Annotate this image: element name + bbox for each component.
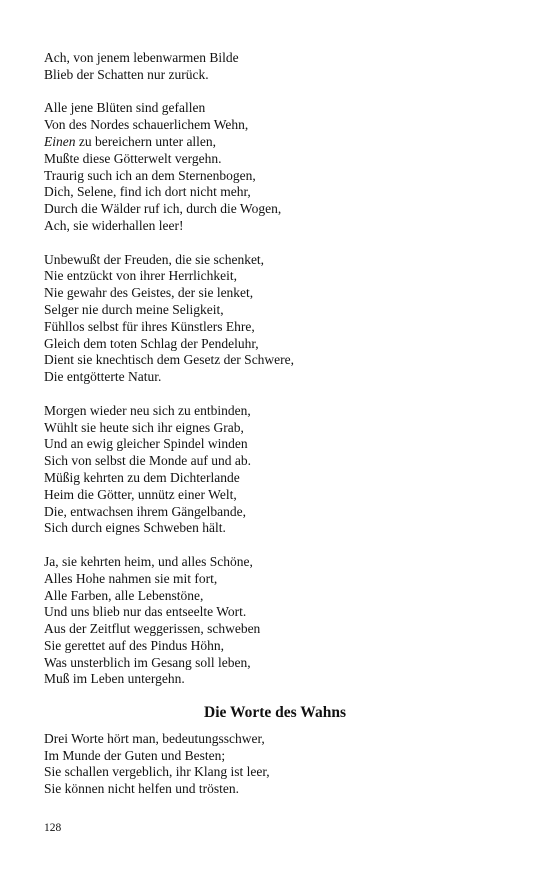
line-text: Dich, Selene, find ich dort nicht mehr,	[44, 184, 251, 200]
final-stanza	[44, 731, 514, 798]
line-text: Morgen wieder neu sich zu entbinden,	[44, 402, 251, 418]
poem-line	[44, 302, 514, 319]
poem-line	[44, 100, 514, 117]
poem-line	[44, 487, 514, 504]
line-text: Muß im Leben untergehn.	[44, 671, 185, 687]
line-text: Selger nie durch meine Seligkeit,	[44, 301, 224, 317]
poem-line	[44, 336, 514, 353]
poem-line	[44, 588, 514, 605]
poem-line	[44, 352, 514, 369]
poem-line	[44, 67, 514, 84]
poem-line	[44, 504, 514, 521]
line-text: Die, entwachsen ihrem Gängelbande,	[44, 503, 247, 519]
line-text: Ach, sie widerhallen leer!	[44, 217, 184, 233]
line-text: Drei Worte hört man, bedeutungsschwer,	[44, 730, 265, 746]
line-text: Sie schallen vergeblich, ihr Klang ist leer,	[44, 764, 270, 780]
poem-line	[44, 201, 514, 218]
poem-line	[44, 420, 514, 437]
line-text: Sie gerettet auf des Pindus Höhn,	[44, 637, 224, 653]
poem-line	[44, 638, 514, 655]
poem-line	[44, 252, 514, 269]
poem-line	[44, 184, 514, 201]
line-text: zu bereichern unter allen,	[75, 133, 217, 149]
poem-line	[44, 554, 514, 571]
line-text: Dient sie knechtisch dem Gesetz der Schwere,	[44, 352, 295, 368]
poem-line	[44, 168, 514, 185]
poem-line	[44, 748, 514, 765]
line-text: Gleich dem toten Schlag der Pendeluhr,	[44, 335, 259, 351]
line-text: Die entgötterte Natur.	[44, 369, 162, 385]
poem-line	[44, 218, 514, 235]
line-text: Heim die Götter, unnütz einer Welt,	[44, 486, 237, 502]
stanza	[44, 100, 514, 234]
line-text: Fühllos selbst für ihres Künstlers Ehre,	[44, 318, 255, 334]
line-text: Alle Farben, alle Lebenstöne,	[44, 587, 204, 603]
poem-line	[44, 403, 514, 420]
poem-line	[44, 50, 514, 67]
poem-line	[44, 134, 514, 151]
poem-line	[44, 117, 514, 134]
line-text: Nie entzückt von ihrer Herrlichkeit,	[44, 268, 238, 284]
poem-line	[44, 285, 514, 302]
line-text: Von des Nordes schauerlichem Wehn,	[44, 117, 249, 133]
stanza	[44, 252, 514, 386]
stanza	[44, 554, 514, 688]
line-text: Alles Hohe nahmen sie mit fort,	[44, 570, 218, 586]
page-number: 128	[44, 822, 62, 834]
poem-line	[44, 436, 514, 453]
poem-line	[44, 369, 514, 386]
poem-line	[44, 571, 514, 588]
line-text: Traurig such ich an dem Sternenbogen,	[44, 167, 256, 183]
line-text: Nie gewahr des Geistes, der sie lenket,	[44, 285, 254, 301]
stanza	[44, 50, 514, 84]
line-text: Unbewußt der Freuden, die sie schenket,	[44, 251, 265, 267]
line-text: Und uns blieb nur das entseelte Wort.	[44, 604, 247, 620]
line-text: Blieb der Schatten nur zurück.	[44, 66, 209, 82]
line-text: Sich durch eignes Schweben hält.	[44, 520, 226, 536]
line-text: Was unsterblich im Gesang soll leben,	[44, 654, 251, 670]
line-text: Aus der Zeitflut weggerissen, schweben	[44, 621, 261, 637]
poem-line	[44, 731, 514, 748]
poem-line	[44, 764, 514, 781]
stanza	[44, 403, 514, 537]
page-body	[44, 50, 514, 798]
poem-line	[44, 621, 514, 638]
poem-stanzas	[44, 50, 514, 688]
poem-line	[44, 520, 514, 537]
poem-line	[44, 453, 514, 470]
poem-line	[44, 655, 514, 672]
line-text: Und an ewig gleicher Spindel winden	[44, 436, 248, 452]
line-text: Sich von selbst die Monde auf und ab.	[44, 453, 251, 469]
poem-line	[44, 268, 514, 285]
emphasized-word: Einen	[44, 133, 76, 149]
line-text: Wühlt sie heute sich ihr eignes Grab,	[44, 419, 244, 435]
line-text: Sie können nicht helfen und trösten.	[44, 781, 239, 797]
poem-line	[44, 151, 514, 168]
line-text: Ja, sie kehrten heim, und alles Schöne,	[44, 553, 253, 569]
poem-line	[44, 470, 514, 487]
poem-line	[44, 671, 514, 688]
stanza	[44, 731, 514, 798]
line-text: Im Munde der Guten und Besten;	[44, 747, 226, 763]
line-text: Mußte diese Götterwelt vergehn.	[44, 150, 222, 166]
poem-line	[44, 319, 514, 336]
line-text: Durch die Wälder ruf ich, durch die Wogen,	[44, 201, 282, 217]
poem-line	[44, 781, 514, 798]
poem-line	[44, 604, 514, 621]
line-text: Müßig kehrten zu dem Dichterlande	[44, 469, 240, 485]
line-text: Ach, von jenem lebenwarmen Bilde	[44, 50, 239, 65]
section-title: Die Worte des Wahns	[204, 704, 346, 722]
line-text: Alle jene Blüten sind gefallen	[44, 100, 206, 116]
